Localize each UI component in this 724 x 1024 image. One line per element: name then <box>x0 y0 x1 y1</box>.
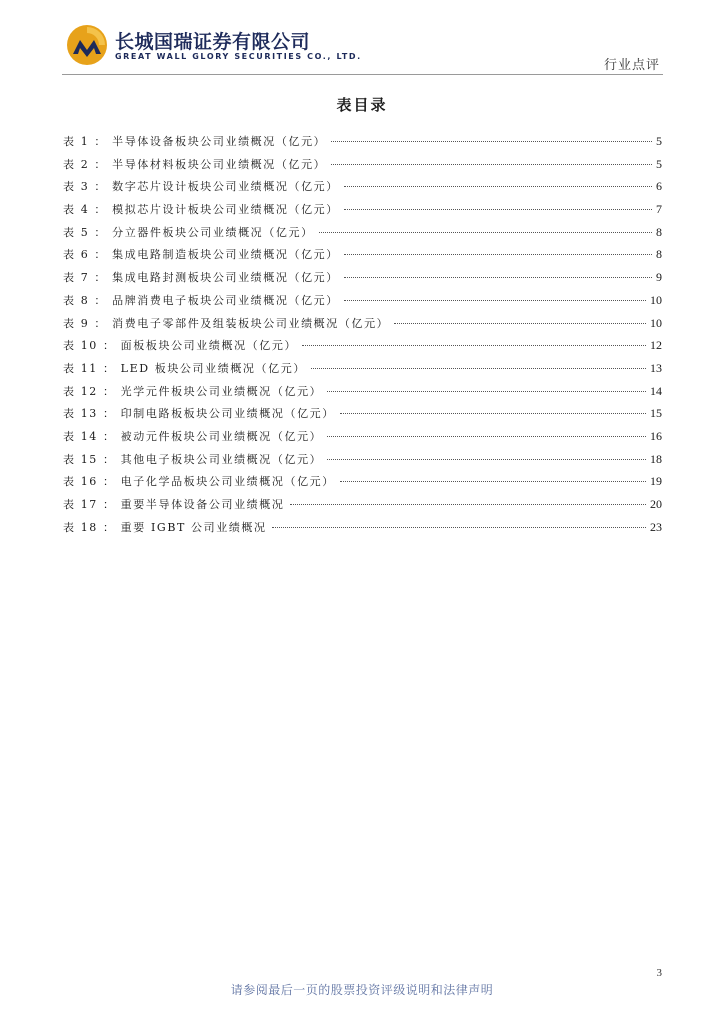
toc-entry[interactable] <box>63 337 662 360</box>
company-name-en: GREAT WALL GLORY SECURITIES CO., LTD. <box>115 52 362 61</box>
toc-entry-page: 12 <box>650 338 662 353</box>
toc-entry-label: 表 9 ： 消费电子零部件及组装板块公司业绩概况（亿元） <box>63 316 390 330</box>
toc-entry-label: 表 3 ： 数字芯片设计板块公司业绩概况（亿元） <box>63 180 339 194</box>
page-number: 3 <box>656 967 662 979</box>
toc-entry[interactable] <box>63 201 662 224</box>
toc-entry[interactable] <box>63 315 662 338</box>
toc-dot-leader <box>344 276 652 278</box>
toc-dot-leader <box>344 208 652 210</box>
toc-entry-page: 23 <box>650 519 662 534</box>
toc-entry-page: 16 <box>650 428 662 443</box>
header-divider <box>62 74 663 75</box>
toc-entry-page: 14 <box>650 383 662 398</box>
toc-dot-leader <box>340 412 646 414</box>
toc-entry-page: 15 <box>650 406 662 421</box>
toc-entry[interactable] <box>63 451 662 474</box>
toc-dot-leader <box>290 503 647 505</box>
toc-entry-label: 表 7 ： 集成电路封测板块公司业绩概况（亿元） <box>63 271 339 285</box>
toc-entry[interactable] <box>63 156 662 179</box>
table-of-tables <box>63 133 662 541</box>
toc-entry-label: 表 18 ： 重要 IGBT 公司业绩概况 <box>63 520 267 534</box>
toc-entry-label: 表 1 ： 半导体设备板块公司业绩概况（亿元） <box>63 135 327 148</box>
toc-entry[interactable] <box>63 360 662 383</box>
toc-entry[interactable] <box>63 178 662 201</box>
toc-entry-page: 19 <box>650 474 662 489</box>
toc-entry-label: 表 16 ： 电子化学品板块公司业绩概况（亿元） <box>63 475 335 489</box>
great-wall-glory-logo-icon <box>66 24 108 66</box>
toc-title: 表目录 <box>336 96 388 114</box>
toc-dot-leader <box>344 185 652 187</box>
toc-entry-label: 表 12 ： 光学元件板块公司业绩概况（亿元） <box>63 384 323 398</box>
toc-entry-label: 表 5 ： 分立器件板块公司业绩概况（亿元） <box>63 225 314 239</box>
toc-entry[interactable] <box>63 224 662 247</box>
toc-entry-label: 表 10 ： 面板板块公司业绩概况（亿元） <box>63 339 298 353</box>
toc-entry-page: 18 <box>650 451 662 466</box>
toc-dot-leader <box>331 140 652 142</box>
toc-entry-page: 5 <box>656 134 662 148</box>
disclaimer-link[interactable]: 请参阅最后一页的股票投资评级说明和法律声明 <box>230 983 494 997</box>
toc-entry[interactable] <box>63 269 662 292</box>
toc-dot-leader <box>319 231 652 233</box>
toc-entry[interactable] <box>63 473 662 496</box>
company-name-cn: 长城国瑞证券有限公司 <box>115 31 311 53</box>
toc-entry[interactable] <box>63 246 662 269</box>
toc-dot-leader <box>311 367 646 369</box>
toc-entry-page: 10 <box>650 292 662 307</box>
toc-dot-leader <box>340 480 646 482</box>
toc-entry-page: 13 <box>650 360 662 375</box>
toc-entry[interactable] <box>63 292 662 315</box>
toc-entry-page: 8 <box>656 224 662 239</box>
toc-entry-page: 7 <box>656 202 662 217</box>
toc-entry-page: 5 <box>656 156 662 171</box>
toc-entry[interactable] <box>63 519 662 542</box>
toc-entry-page: 6 <box>656 179 662 194</box>
toc-entry[interactable] <box>63 405 662 428</box>
toc-entry-label: 表 14 ： 被动元件板块公司业绩概况（亿元） <box>63 429 323 443</box>
toc-dot-leader <box>394 322 646 324</box>
toc-dot-leader <box>327 390 646 392</box>
toc-entry-label: 表 11 ： LED 板块公司业绩概况（亿元） <box>63 361 306 375</box>
toc-entry-page: 20 <box>650 497 662 511</box>
toc-entry[interactable] <box>63 428 662 451</box>
toc-entry-label: 表 4 ： 模拟芯片设计板块公司业绩概况（亿元） <box>63 203 339 217</box>
toc-dot-leader <box>272 526 646 528</box>
toc-entry-label: 表 13 ： 印制电路板板块公司业绩概况（亿元） <box>63 407 335 421</box>
toc-dot-leader <box>344 299 646 301</box>
page-header <box>0 0 724 80</box>
toc-entry-page: 8 <box>656 247 662 262</box>
toc-entry-label: 表 17 ： 重要半导体设备公司业绩概况 <box>63 498 285 511</box>
toc-dot-leader <box>331 163 652 165</box>
toc-entry-label: 表 6 ： 集成电路制造板块公司业绩概况（亿元） <box>63 248 339 262</box>
toc-dot-leader <box>327 458 646 460</box>
toc-entry[interactable] <box>63 383 662 406</box>
toc-entry-label: 表 15 ： 其他电子板块公司业绩概况（亿元） <box>63 452 323 466</box>
toc-entry[interactable] <box>63 496 662 519</box>
toc-dot-leader <box>344 253 652 255</box>
toc-dot-leader <box>327 435 646 437</box>
toc-entry-label: 表 2 ： 半导体材料板块公司业绩概况（亿元） <box>63 157 327 171</box>
toc-entry[interactable] <box>63 133 662 156</box>
toc-dot-leader <box>302 344 646 346</box>
toc-entry-label: 表 8 ： 品牌消费电子板块公司业绩概况（亿元） <box>63 293 339 307</box>
toc-entry-page: 9 <box>656 270 662 285</box>
toc-entry-page: 10 <box>650 315 662 330</box>
report-type-label: 行业点评 <box>603 58 660 73</box>
